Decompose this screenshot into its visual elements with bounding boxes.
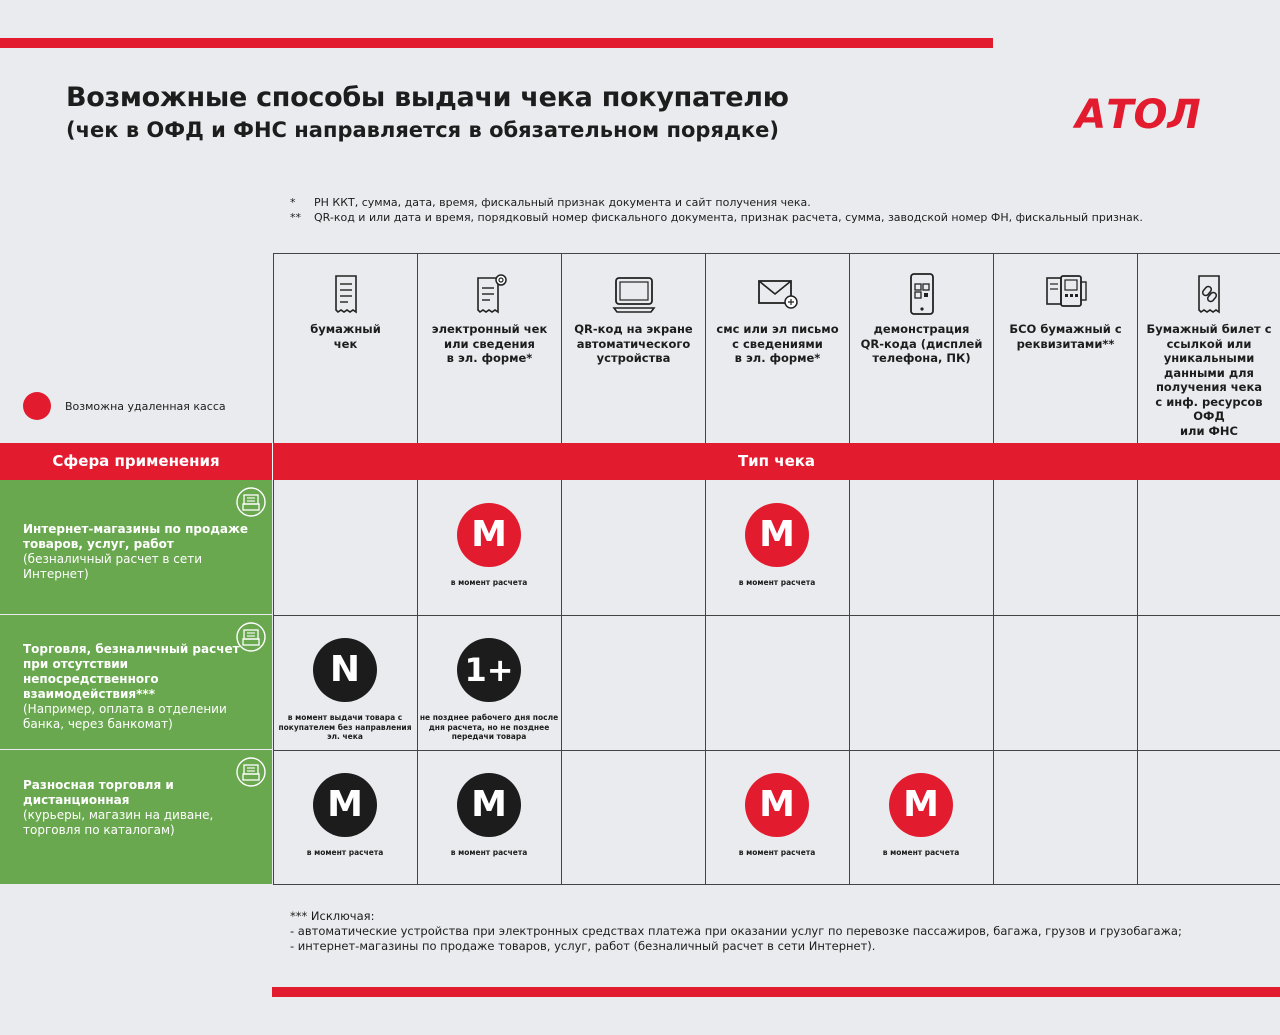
footnote-mark: *: [290, 196, 296, 209]
receipt-timing-badge: М: [745, 503, 809, 567]
grid-vline: [417, 480, 418, 885]
band-right-label: Тип чека: [737, 452, 816, 470]
row-label: [0, 615, 272, 750]
svg-text:АТОЛ: АТОЛ: [1075, 92, 1201, 134]
column-header-label: Бумажный билет с ссылкой или уникальными данными для получения чека с инф. ресурсов ОФД или ФНС: [1146, 322, 1272, 438]
column-header-label: смс или эл письмо с сведениями в эл. форме*: [716, 322, 839, 365]
section-band: [0, 443, 1280, 480]
row-label-text: [23, 642, 252, 732]
footnote-item: [290, 210, 1143, 225]
column-header-label: демонстрация QR-кода (дисплей телефона, ПК): [860, 322, 983, 365]
e-receipt-icon: [468, 272, 512, 316]
receipt-timing-badge: 1+: [457, 638, 521, 702]
row-title: Интернет-магазины по продаже товаров, услуг, работ: [23, 522, 249, 551]
badge-caption: в момент расчета: [450, 578, 528, 587]
column-header: [1137, 253, 1280, 443]
badge-caption: в момент выдачи товара с покупателем без направления эл. чека: [278, 713, 412, 741]
grid-vline: [273, 480, 274, 885]
receipt-timing-badge: М: [745, 773, 809, 837]
row-title: Торговля, безналичный расчет при отсутствии непосредственного взаимодействия***: [23, 642, 240, 701]
grid-hline: [273, 615, 1280, 616]
top-accent-bar: [0, 38, 993, 48]
receipt-icon: [324, 272, 368, 316]
row-label-text: [23, 522, 252, 582]
badge-caption: в момент расчета: [738, 848, 816, 857]
grid-vline: [993, 480, 994, 885]
footnote-item: [290, 195, 1143, 210]
page-subtitle: (чек в ОФД и ФНС направляется в обязательном порядке): [66, 118, 780, 142]
row-label-text: [23, 778, 252, 838]
badge-caption: в момент расчета: [450, 848, 528, 857]
badge-caption: в момент расчета: [306, 848, 384, 857]
row-note: (курьеры, магазин на диване, торговля по каталогам): [23, 808, 214, 837]
footnote-text: QR-код и или дата и время, порядковый номер фискального документа, признак расчета, сумма, заводской номер ФН, фискальный признак.: [314, 211, 1143, 224]
terminal-screen-icon: [612, 272, 656, 316]
atol-logo: [1068, 92, 1208, 134]
receipt-timing-badge: М: [889, 773, 953, 837]
ticket-link-icon: [1187, 272, 1231, 316]
footnote-line: *** Исключая:: [290, 909, 375, 923]
row-label: [0, 480, 272, 615]
column-header: [417, 253, 561, 443]
grid-hline: [273, 884, 1280, 885]
grid-vline: [705, 480, 706, 885]
receipt-timing-badge: N: [313, 638, 377, 702]
legend-text: Возможна удаленная касса: [65, 399, 226, 413]
page-title: Возможные способы выдачи чека покупателю: [66, 82, 789, 113]
legend: [23, 392, 226, 420]
column-header: [273, 253, 417, 443]
badge-caption: не позднее рабочего дня после дня расчета, но не позднее передачи товара: [419, 713, 559, 741]
grid-vline: [561, 480, 562, 885]
column-header-label: бумажный чек: [310, 322, 381, 351]
footnote-line: - автоматические устройства при электронных средствах платежа при оказании услуг по перевозке пассажиров, багажа, грузов и грузобагажа;: [290, 924, 1182, 938]
row-label: [0, 750, 272, 885]
cash-device-icon: [235, 486, 267, 518]
bso-terminal-icon: [1044, 272, 1088, 316]
column-header-label: QR-код на экране автоматического устройства: [574, 322, 693, 365]
column-header: [849, 253, 993, 443]
footnote-line: - интернет-магазины по продаже товаров, услуг, работ (безналичный расчет в сети Интернет).: [290, 939, 876, 953]
footnote-text: РН ККТ, сумма, дата, время, фискальный признак документа и сайт получения чека.: [314, 196, 811, 209]
receipt-timing-badge: М: [457, 503, 521, 567]
grid-vline: [1137, 480, 1138, 885]
bottom-accent-bar: [272, 987, 1280, 997]
grid-hline: [273, 750, 1280, 751]
phone-qr-icon: [900, 272, 944, 316]
badge-caption: в момент расчета: [738, 578, 816, 587]
column-header-label: электронный чек или сведения в эл. форме*: [431, 322, 548, 365]
column-header: [705, 253, 849, 443]
badge-caption: в момент расчета: [882, 848, 960, 857]
column-header: [993, 253, 1137, 443]
row-title: Разносная торговля и дистанционная: [23, 778, 174, 807]
footnotes-bottom: [290, 909, 1182, 954]
column-header: [561, 253, 705, 443]
column-header-label: БСО бумажный с реквизитами**: [1009, 322, 1122, 351]
receipt-timing-badge: М: [457, 773, 521, 837]
row-note: (безналичный расчет в сети Интернет): [23, 552, 203, 581]
row-note: (Например, оплата в отделении банка, через банкомат): [23, 702, 227, 731]
footnote-mark: **: [290, 211, 301, 224]
receipt-timing-badge: М: [313, 773, 377, 837]
legend-red-dot: [23, 392, 51, 420]
band-left-label: Сфера применения: [0, 443, 273, 480]
envelope-icon: [756, 272, 800, 316]
footnotes-top: [290, 195, 1143, 225]
grid-vline: [849, 480, 850, 885]
